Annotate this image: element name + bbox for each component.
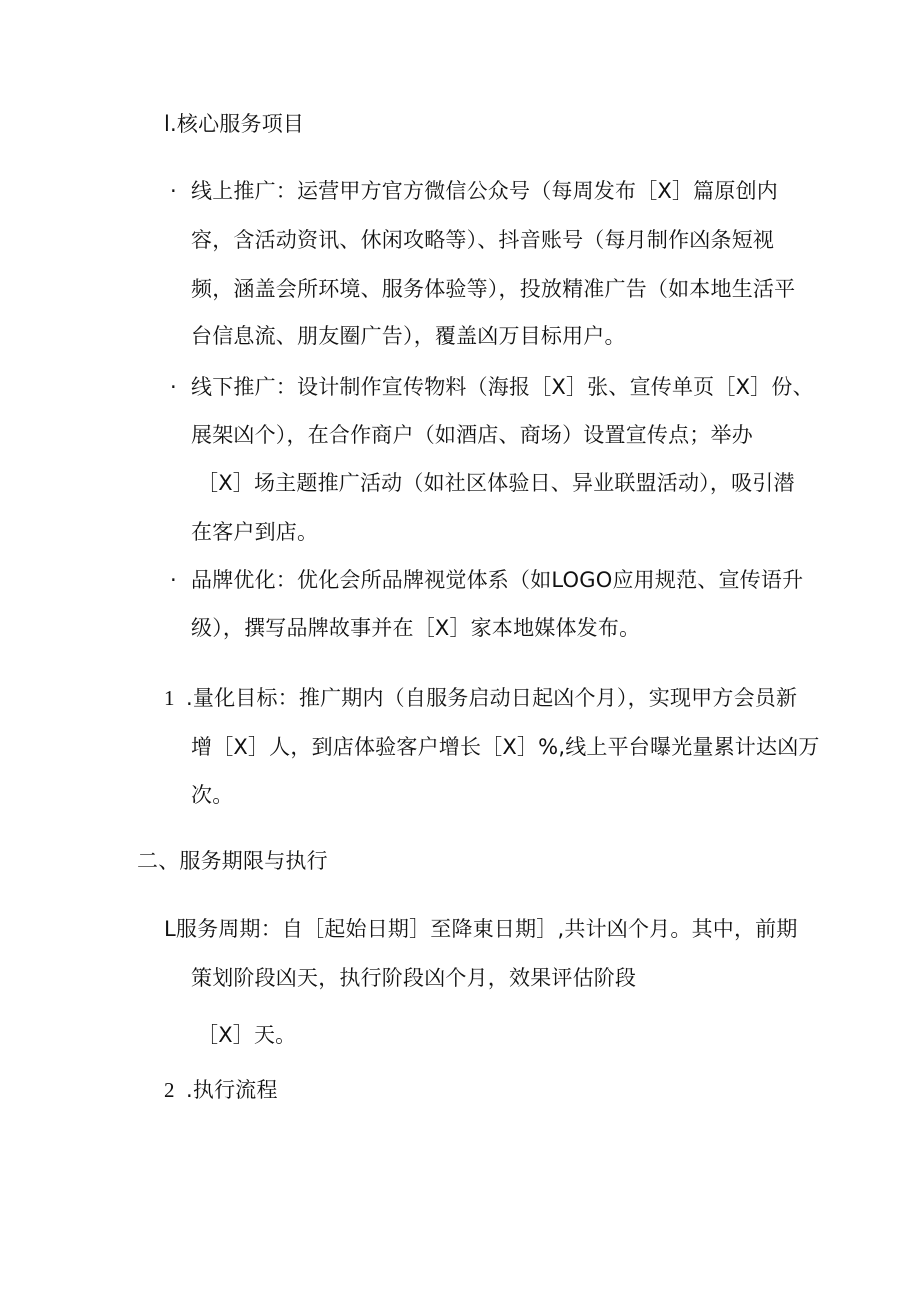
brand-line-2: 级），撰写品牌故事并在［X］家本地媒体发布。 xyxy=(191,616,641,640)
bullet-online: · xyxy=(170,179,177,203)
quant-line-2: 增［X］人，到店体验客户增长［X］%,线上平台曝光量累计达凶万 xyxy=(191,735,820,759)
quant-number: 1 xyxy=(164,686,175,710)
brand-line-1: 品牌优化：优化会所品牌视觉体系（如LOGO应用规范、宣传语升 xyxy=(191,568,804,592)
offline-line-1: 线下推广：设计制作宣传物料（海报［X］张、宣传单页［X］份、 xyxy=(191,375,814,399)
heading-core-services: l.核心服务项目 xyxy=(164,112,305,136)
period-line-2: 策划阶段凶天，执行阶段凶个月，效果评估阶段 xyxy=(191,966,637,990)
offline-line-4: 在客户到店。 xyxy=(191,520,319,544)
period-line-1: L服务周期：自［起始日期］至降東日期］,共计凶个月。其中，前期 xyxy=(164,917,798,941)
online-line-1: 线上推广：运营甲方官方微信公众号（每周发布［X］篇原创内 xyxy=(191,179,778,203)
online-line-3: 频，涵盖会所环境、服务体验等），投放精准广告（如本地生活平 xyxy=(191,277,796,301)
bullet-brand: · xyxy=(170,568,177,592)
process-number: 2 xyxy=(164,1078,175,1102)
quant-line-3: 次。 xyxy=(191,783,234,807)
period-line-3: ［X］天。 xyxy=(197,1023,297,1047)
online-line-4: 台信息流、朋友圈广告），覆盖凶万目标用户。 xyxy=(191,324,626,348)
bullet-offline: · xyxy=(170,375,177,399)
offline-line-3: ［X］场主题推广活动（如社区体验日、异业联盟活动），吸引潜 xyxy=(197,471,795,495)
offline-line-2: 展架凶个），在合作商户（如酒店、商场）设置宣传点；举办 xyxy=(191,423,753,447)
online-line-2: 容，含活动资讯、休闲攻略等）、抖音账号（每月制作凶条短视 xyxy=(191,228,775,252)
quant-line-1: .量化目标：推广期内（自服务启动日起凶个月），实现甲方会员新 xyxy=(186,686,798,710)
section2-heading: 二、服务期限与执行 xyxy=(137,849,328,873)
process-label: .执行流程 xyxy=(186,1078,278,1102)
